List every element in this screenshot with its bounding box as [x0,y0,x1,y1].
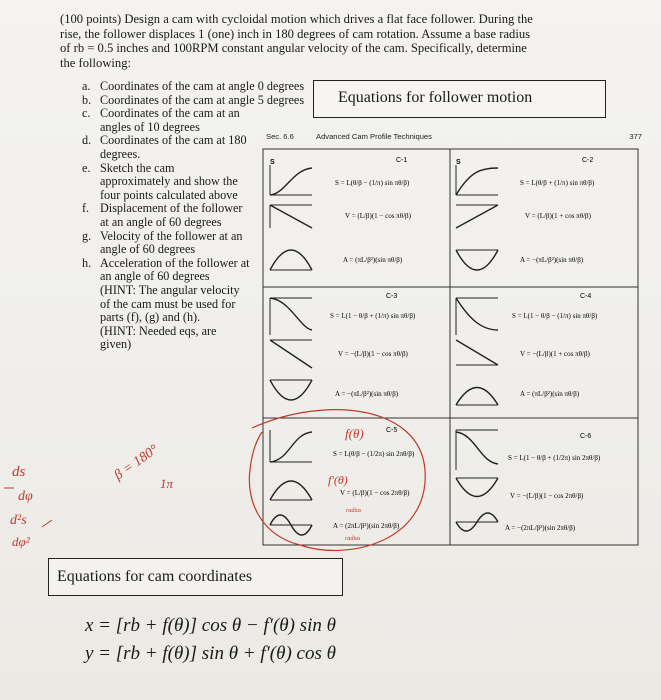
panel-code: C-6 [580,433,592,440]
s-axis [270,298,312,335]
panel-code: C-3 [386,293,398,300]
hint-angular-velocity: (HINT: The angular velocity of the cam must be used for parts (f), (g) and (h). [100,282,240,325]
task-item: c. Coordinates of the cam at an angles of 10 degrees [82,106,240,134]
follower-equations-label: Equations for follower motion [338,89,533,106]
handwritten-radius-2: radius [345,536,361,542]
a-curve [456,388,498,406]
v-curve [270,340,312,368]
axis-s-label: S [270,159,275,166]
s-curve [270,168,312,195]
panel-c6 [456,430,601,532]
task-item: d. Coordinates of the cam at 180 degrees. [82,133,247,161]
panel-code: C-2 [582,157,594,164]
red-handwriting [4,426,364,549]
v-equation: V = (L/β)(1 + cos πθ/β) [525,212,591,220]
problem-statement: (100 points) Design a cam with cycloidal motion which drives a flat face follower. During the rise, the follower displaces 1 (one) inch in 180 degrees of cam rotation. Assume a base radius of rb = 0.5 inches and 100RPM constant angular velocity of the cam. Specifically, determine the following: [60,12,533,70]
task-item: a. Coordinates of the cam at angle 0 degrees [82,79,305,93]
s-equation: S = L(1 − θ/β + (1/2π) sin 2πθ/β) [508,454,601,462]
a-curve [456,250,498,270]
s-equation: S = L(θ/β + (1/π) sin πθ/β) [520,179,595,187]
cam-equations-box [48,558,343,596]
task-item: e. Sketch the cam approximately and show the four points calculated above [82,160,238,202]
v-curve [456,340,498,365]
handwritten-pi: 1π [160,476,174,491]
axis-s-label: S [456,159,461,166]
s-equation: S = L(θ/β − (1/π) sin πθ/β) [335,179,410,187]
s-equation: S = L(1 − θ/β + (1/π) sin πθ/β) [330,312,416,320]
s-curve [456,432,498,464]
handwritten-d2s: d²s [10,513,27,528]
cam-equations-label: Equations for cam coordinates [57,568,253,585]
handwritten-fp: f'(θ) [328,473,348,487]
s-equation: S = L(1 − θ/β − (1/π) sin πθ/β) [512,312,598,320]
a-curve [270,250,312,270]
panel-code: C-4 [580,293,592,300]
a-equation: A = (πL/β²)(sin πθ/β) [520,390,580,398]
formula-y: y = [rb + f(θ)] sin θ + f′(θ) cos θ [85,643,336,664]
panel-c2 [456,157,595,270]
s-axis [456,430,498,470]
panel-c4 [456,293,598,405]
table-grid [263,149,638,545]
handwritten-f0: f(θ) [345,426,364,441]
v-equation: V = (L/β)(1 − cos πθ/β) [345,212,411,220]
panel-c3 [270,293,416,400]
v-equation: V = −(L/β)(1 − cos 2πθ/β) [510,492,584,500]
handwritten-beta: β = 180° [111,442,162,484]
page-number: 377 [629,132,642,141]
v-equation: V = −(L/β)(1 + cos πθ/β) [520,350,590,358]
v-equation: V = −(L/β)(1 − cos πθ/β) [338,350,408,358]
s-axis [456,165,498,195]
handwritten-ds: ds [12,464,26,480]
v-curve [456,478,498,497]
formula-x: x = [rb + f(θ)] cos θ − f′(θ) sin θ [85,615,336,636]
panel-c1 [270,157,412,270]
a-equation: A = (2πL/β²)(sin 2πθ/β) [333,522,400,530]
s-curve [456,168,498,195]
handwritten-dphi: dφ [18,489,33,504]
section-title: Advanced Cam Profile Techniques [316,132,432,141]
a-equation: A = −(πL/β²)(sin πθ/β) [520,256,584,264]
section-number: Sec. 6.6 [266,132,294,141]
task-item: g. Velocity of the follower at an angle of 60 degrees [82,228,243,257]
s-curve [270,432,312,462]
v-curve [270,205,312,228]
task-item: f. Displacement of the follower at an angle of 60 degrees [82,201,243,229]
s-curve [270,298,312,330]
a-equation: A = (πL/β²)(sin πθ/β) [343,256,403,264]
v-curve [270,481,312,500]
a-equation: A = −(πL/β²)(sin πθ/β) [335,390,399,398]
v-equation: V = (L/β)(1 − cos 2πθ/β) [340,489,410,497]
handwritten-radius: radius [346,508,362,514]
s-curve [456,298,498,330]
panel-code: C-1 [396,157,408,164]
task-item: h. Acceleration of the follower at an angle of 60 degrees [82,255,250,284]
panel-code: C-5 [386,427,398,434]
hint-equations: (HINT: Needed eqs, are given) [100,323,217,352]
s-equation: S = L(θ/β − (1/2π) sin 2πθ/β) [333,450,415,458]
handwritten-dphi2: dφ² [12,534,30,549]
v-curve [456,205,498,228]
pen-tick [42,520,52,527]
a-curve [270,380,312,400]
task-item: b. Coordinates of the cam at angle 5 degrees [82,92,305,107]
a-equation: A = −(2πL/β²)(sin 2πθ/β) [505,524,576,532]
